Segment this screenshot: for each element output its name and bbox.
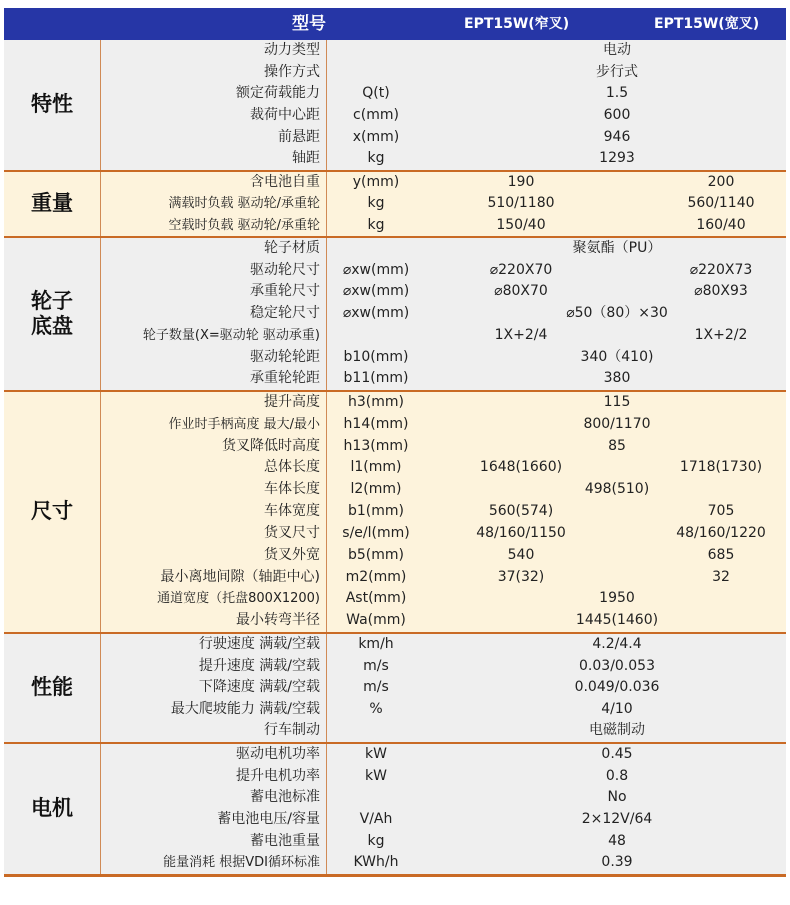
- spec-value-shared: 聚氨酯（PU）: [572, 240, 662, 256]
- table-row: [4, 303, 786, 325]
- spec-value-shared: 电磁制动: [589, 722, 645, 739]
- spec-name: 最小离地间隙（轴距中心): [160, 568, 320, 585]
- spec-value-shared: 115: [603, 394, 631, 410]
- spec-value-shared: 电动: [603, 42, 631, 58]
- table-row: [4, 787, 786, 809]
- spec-name: 通道宽度（托盘800X1200): [157, 591, 320, 607]
- spec-name: 车体长度: [264, 481, 320, 498]
- spec-value-shared: 步行式: [596, 63, 638, 80]
- spec-name: 下降速度 满载/空载: [198, 679, 320, 696]
- spec-name: 能量消耗 根据VDI循环标准: [163, 855, 320, 871]
- spec-unit: KWh/h: [353, 854, 399, 871]
- spec-name: 驱动轮尺寸: [250, 261, 320, 278]
- spec-unit: ⌀xw(mm): [342, 283, 410, 300]
- spec-value-wide-fork: 200: [707, 174, 735, 190]
- spec-value-shared: No: [607, 789, 627, 806]
- category-weight: 重量: [31, 191, 73, 216]
- spec-value-narrow-fork: 510/1180: [487, 195, 555, 212]
- spec-name: 前悬距: [278, 128, 320, 145]
- spec-unit: c(mm): [353, 107, 399, 123]
- spec-group: [4, 40, 786, 172]
- spec-value-shared: 600: [603, 107, 631, 123]
- spec-value-wide-fork: 705: [707, 503, 735, 520]
- spec-value-shared: 0.8: [605, 767, 629, 784]
- spec-unit: h3(mm): [348, 394, 404, 410]
- table-row: [4, 105, 786, 127]
- category-features: 特性: [31, 92, 73, 117]
- table-row: [4, 545, 786, 567]
- header-model-a: EPT15W(窄叉): [464, 16, 570, 32]
- table-row: [4, 127, 786, 149]
- spec-value-wide-fork: 1718(1730): [679, 459, 763, 476]
- spec-value-wide-fork: 160/40: [696, 216, 746, 233]
- spec-name: 最大爬坡能力 满载/空载: [170, 700, 320, 717]
- spec-unit: s/e/l(mm): [342, 524, 410, 541]
- table-row: [4, 744, 786, 766]
- table-row: [4, 610, 786, 632]
- spec-value-wide-fork: ⌀80X93: [694, 283, 748, 300]
- spec-unit: h14(mm): [343, 415, 409, 432]
- spec-name: 货叉外宽: [264, 546, 320, 563]
- spec-value-shared: 4.2/4.4: [592, 636, 642, 652]
- spec-value-shared: 85: [608, 437, 626, 454]
- table-row: [4, 831, 786, 853]
- spec-unit: m/s: [363, 679, 389, 696]
- table-row: [4, 40, 786, 62]
- spec-name: 总体长度: [264, 459, 320, 476]
- table-row: [4, 62, 786, 84]
- spec-unit: l2(mm): [350, 481, 402, 498]
- spec-value-narrow-fork: 1648(1660): [479, 459, 563, 476]
- spec-value-narrow-fork: 190: [507, 174, 535, 190]
- spec-value-shared: 498(510): [584, 481, 650, 498]
- spec-name: 动力类型: [264, 42, 320, 58]
- spec-unit: ⌀xw(mm): [342, 305, 410, 322]
- spec-unit: y(mm): [352, 174, 400, 190]
- table-row: [4, 215, 786, 236]
- spec-name: 驱动轮轮距: [250, 348, 320, 365]
- spec-value-shared: 1.5: [605, 85, 629, 102]
- spec-name: 满载时负载 驱动轮/承重轮: [168, 196, 320, 212]
- spec-unit: kg: [367, 832, 385, 849]
- spec-name: 承重轮尺寸: [250, 283, 320, 300]
- spec-unit: m/s: [363, 657, 389, 674]
- spec-value-narrow-fork: 560(574): [488, 503, 554, 520]
- spec-unit: kW: [365, 767, 387, 784]
- spec-name: 额定荷载能力: [236, 85, 320, 102]
- table-row: [4, 436, 786, 458]
- spec-name: 裁荷中心距: [250, 107, 320, 123]
- spec-unit: kg: [367, 150, 385, 167]
- spec-unit: kg: [367, 216, 385, 233]
- spec-value-narrow-fork: ⌀220X70: [489, 261, 553, 278]
- spec-value-shared: 1445(1460): [575, 612, 659, 629]
- spec-group: [4, 172, 786, 238]
- spec-value-wide-fork: 560/1140: [687, 195, 755, 212]
- spec-unit: b1(mm): [348, 503, 404, 520]
- spec-name: 货叉降低时高度: [222, 437, 320, 454]
- spec-value-wide-fork: 32: [712, 568, 730, 585]
- spec-name: 提升高度: [264, 394, 320, 410]
- table-row: [4, 172, 786, 193]
- spec-name: 轮子数量(X=驱动轮 驱动承重): [142, 327, 320, 343]
- table-row: [4, 656, 786, 678]
- table-row: [4, 809, 786, 831]
- spec-value-shared: 4/10: [601, 700, 633, 717]
- spec-value-shared: 0.03/0.053: [579, 657, 655, 674]
- table-row: [4, 392, 786, 414]
- header-model-label: 型号: [292, 14, 326, 34]
- spec-name: 驱动电机功率: [236, 746, 320, 762]
- table-row: [4, 766, 786, 788]
- spec-name: 轴距: [292, 150, 320, 167]
- spec-unit: Wa(mm): [346, 612, 406, 629]
- spec-unit: b5(mm): [348, 546, 404, 563]
- spec-unit: kW: [365, 746, 387, 762]
- spec-value-shared: 48: [608, 832, 626, 849]
- spec-name: 提升速度 满载/空载: [198, 657, 320, 674]
- table-row: [4, 588, 786, 610]
- table-row: [4, 347, 786, 369]
- spec-value-narrow-fork: 540: [507, 546, 535, 563]
- spec-name: 作业时手柄高度 最大/最小: [168, 416, 320, 432]
- spec-unit: l1(mm): [350, 459, 402, 476]
- spec-group: [4, 238, 786, 392]
- spec-unit: ⌀xw(mm): [342, 261, 410, 278]
- spec-unit: V/Ah: [359, 811, 393, 827]
- spec-table-header: [4, 8, 786, 40]
- table-row: [4, 567, 786, 589]
- spec-value-shared: 380: [603, 370, 631, 387]
- spec-group: [4, 634, 786, 744]
- spec-name: 空载时负载 驱动轮/承重轮: [168, 217, 320, 233]
- header-model-b: EPT15W(宽叉): [654, 16, 760, 32]
- spec-value-narrow-fork: ⌀80X70: [494, 283, 548, 300]
- table-row: [4, 852, 786, 874]
- table-row: [4, 699, 786, 721]
- table-row: [4, 501, 786, 523]
- table-row: [4, 677, 786, 699]
- spec-name: 最小转弯半径: [236, 612, 320, 629]
- spec-value-wide-fork: ⌀220X73: [689, 261, 753, 278]
- category-motor: 电机: [31, 796, 73, 821]
- spec-value-narrow-fork: 48/160/1150: [476, 524, 566, 541]
- spec-unit: Ast(mm): [345, 590, 407, 607]
- table-row: [4, 523, 786, 545]
- table-row: [4, 368, 786, 390]
- spec-unit: Q(t): [362, 85, 390, 102]
- spec-value-shared: 800/1170: [583, 415, 651, 432]
- table-row: [4, 634, 786, 656]
- spec-name: 含电池自重: [250, 174, 320, 190]
- table-row: [4, 479, 786, 501]
- table-bottom-border: [4, 876, 786, 877]
- table-row: [4, 193, 786, 214]
- spec-value-shared: 2×12V/64: [581, 811, 653, 827]
- table-row: [4, 457, 786, 479]
- spec-unit: kg: [367, 195, 385, 212]
- table-row: [4, 720, 786, 742]
- table-row: [4, 260, 786, 282]
- spec-name: 轮子材质: [264, 240, 320, 256]
- spec-name: 操作方式: [264, 63, 320, 80]
- spec-value-shared: ⌀50（80）×30: [566, 305, 668, 322]
- spec-name: 行车制动: [264, 722, 320, 739]
- spec-value-shared: 0.049/0.036: [574, 679, 660, 696]
- category-wheels-chassis: 轮子 底盘: [31, 288, 73, 338]
- spec-name: 承重轮轮距: [250, 370, 320, 387]
- spec-name: 车体宽度: [264, 503, 320, 520]
- spec-name: 提升电机功率: [236, 767, 320, 784]
- spec-unit: x(mm): [352, 128, 400, 145]
- spec-unit: b10(mm): [343, 348, 409, 365]
- table-row: [4, 83, 786, 105]
- spec-unit: %: [369, 700, 383, 717]
- category-dimensions: 尺寸: [31, 499, 73, 524]
- spec-unit: h13(mm): [343, 437, 409, 454]
- spec-value-narrow-fork: 150/40: [496, 216, 546, 233]
- spec-value-shared: 0.39: [601, 854, 633, 871]
- table-row: [4, 281, 786, 303]
- spec-value-shared: 946: [603, 128, 631, 145]
- spec-name: 稳定轮尺寸: [250, 305, 320, 322]
- spec-value-shared: 0.45: [601, 746, 633, 762]
- spec-value-wide-fork: 685: [707, 546, 735, 563]
- spec-unit: km/h: [358, 636, 394, 652]
- spec-name: 蓄电池标准: [250, 789, 320, 806]
- spec-value-narrow-fork: 37(32): [497, 568, 545, 585]
- table-row: [4, 238, 786, 260]
- spec-group: [4, 744, 786, 876]
- spec-value-shared: 1950: [599, 590, 635, 607]
- spec-name: 货叉尺寸: [264, 524, 320, 541]
- spec-name: 蓄电池电压/容量: [217, 811, 320, 827]
- spec-value-shared: 1293: [599, 150, 635, 167]
- spec-name: 行驶速度 满载/空载: [198, 636, 320, 652]
- table-row: [4, 148, 786, 170]
- spec-value-wide-fork: 48/160/1220: [676, 524, 766, 541]
- table-row: [4, 414, 786, 436]
- spec-value-wide-fork: 1X+2/2: [694, 326, 748, 343]
- spec-name: 蓄电池重量: [250, 832, 320, 849]
- spec-value-narrow-fork: 1X+2/4: [494, 326, 548, 343]
- spec-unit: m2(mm): [345, 568, 407, 585]
- spec-value-shared: 340（410): [580, 348, 654, 365]
- spec-unit: b11(mm): [343, 370, 409, 387]
- table-row: [4, 325, 786, 347]
- category-performance: 性能: [31, 675, 73, 700]
- spec-group: [4, 392, 786, 634]
